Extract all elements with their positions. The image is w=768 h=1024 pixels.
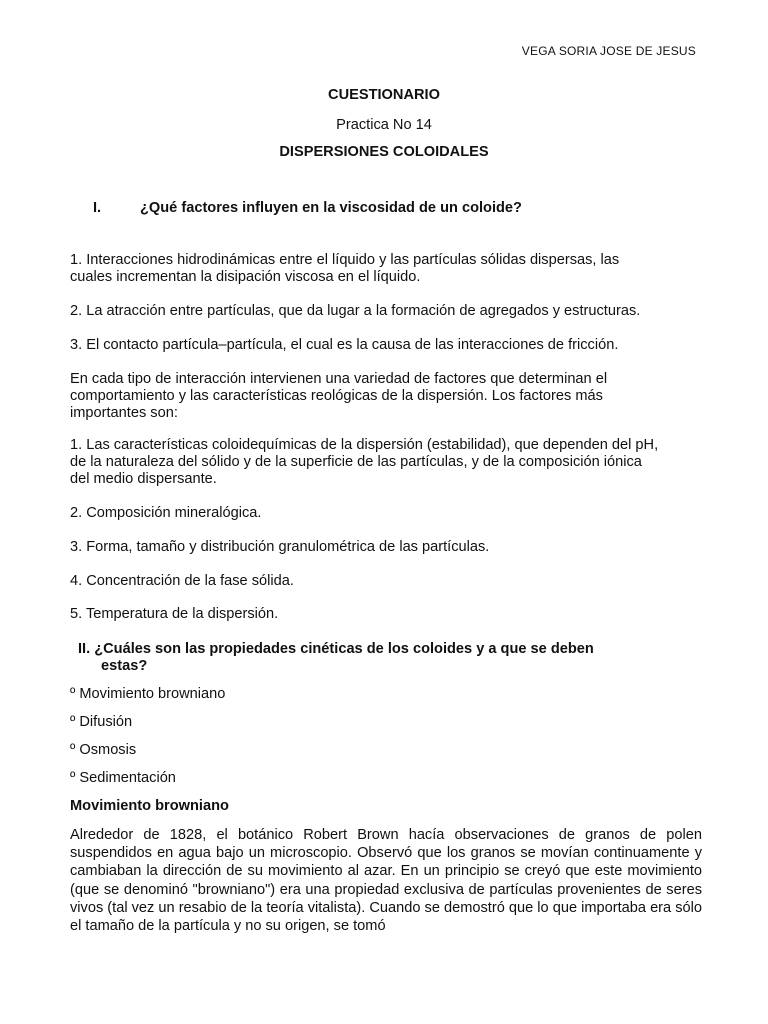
text-line: En cada tipo de interacción intervienen una variedad de factores que determinan el — [70, 371, 608, 387]
text-line: del medio dispersante. — [70, 471, 217, 487]
section-1-number: I. — [93, 200, 102, 216]
property-item: º Difusión — [70, 714, 133, 730]
subheading-brownian: Movimiento browniano — [70, 798, 229, 814]
interaction-item-2: 2. La atracción entre partículas, que da lugar a la formación de agregados y estructuras. — [70, 303, 641, 319]
factor-item-4: 4. Concentración de la fase sólida. — [70, 573, 294, 589]
property-item: º Osmosis — [70, 742, 137, 758]
factor-item-5: 5. Temperatura de la dispersión. — [70, 606, 279, 622]
author-header: VEGA SORIA JOSE DE JESUS — [521, 44, 696, 58]
property-item: º Movimiento browniano — [70, 686, 226, 702]
brownian-paragraph: Alrededor de 1828, el botánico Robert Brown hacía observaciones de granos de polen suspendidos en agua bajo un microscopio. Observó que los granos se movían continuamente y cambiaban la dirección de su movimiento al azar. En un principio se creyó que este movimiento (que se denominó "browniano") era una propiedad exclusiva de partículas provenientes de seres vivos (tal vez un resabio de la teoría vitalista). Cuando se demostró que lo que importaba era sólo el tamaño de la partícula y no su origen, se tomó — [70, 827, 702, 935]
question-line: estas? — [101, 658, 148, 674]
text-line: cuales incrementan la disipación viscosa en el líquido. — [70, 269, 421, 285]
text-line: 1. Interacciones hidrodinámicas entre el líquido y las partículas sólidas dispersas, las — [70, 252, 620, 268]
interaction-item-1 — [70, 252, 702, 286]
factor-item-3: 3. Forma, tamaño y distribución granulométrica de las partículas. — [70, 539, 490, 555]
document-title: CUESTIONARIO — [328, 87, 440, 103]
section-2-question — [78, 641, 658, 675]
question-line: II. ¿Cuáles son las propiedades cinéticas de los coloides y a que se deben — [78, 641, 594, 657]
factor-item-2: 2. Composición mineralógica. — [70, 505, 262, 521]
factors-intro — [70, 371, 702, 422]
practice-topic: DISPERSIONES COLOIDALES — [279, 144, 489, 160]
text-line: 1. Las características coloidequímicas de la dispersión (estabilidad), que dependen del pH, — [70, 437, 659, 453]
text-line: importantes son: — [70, 405, 178, 421]
practice-number: Practica No 14 — [336, 117, 432, 133]
interaction-item-3: 3. El contacto partícula–partícula, el cual es la causa de las interacciones de fricción. — [70, 337, 619, 353]
property-item: º Sedimentación — [70, 770, 176, 786]
text-line: de la naturaleza del sólido y de la superficie de las partículas, y de la composición iónica — [70, 454, 642, 470]
section-1-question: ¿Qué factores influyen en la viscosidad de un coloide? — [140, 200, 522, 216]
factor-item-1 — [70, 437, 702, 488]
text-line: comportamiento y las características reológicas de la dispersión. Los factores más — [70, 388, 603, 404]
